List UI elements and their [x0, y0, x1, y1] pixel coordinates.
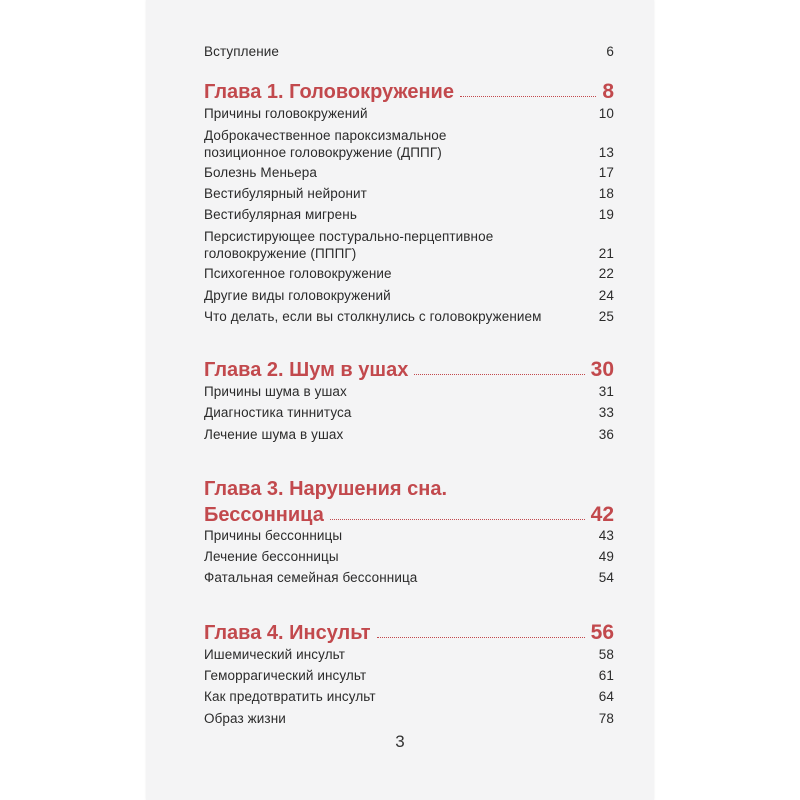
toc-entry-label: Причины бессонницы	[204, 528, 343, 543]
toc-entry-label: Вестибулярная мигрень	[204, 207, 357, 222]
chapter-3-title-line1: Глава 3. Нарушения сна.	[204, 478, 448, 500]
toc-entry	[204, 427, 614, 442]
toc-entry	[204, 186, 614, 201]
toc-entry	[204, 570, 614, 585]
toc-entry	[204, 647, 614, 662]
toc-entry-page: 17	[598, 165, 614, 180]
toc-entry-page: 31	[598, 384, 614, 399]
toc-entry-page: 64	[598, 689, 614, 704]
toc-entry-page: 24	[598, 288, 614, 303]
toc-entry-page: 54	[598, 570, 614, 585]
toc-entry-label: Причины шума в ушах	[204, 384, 347, 399]
toc-entry-label: Геморрагический инсульт	[204, 668, 367, 683]
toc-entry-label: Другие виды головокружений	[204, 288, 391, 303]
toc-entry-page: 6	[606, 44, 614, 59]
toc-entry	[204, 288, 614, 303]
toc-entry-label: Диагностика тиннитуса	[204, 405, 352, 420]
toc-entry-intro	[204, 44, 614, 59]
chapter-3-heading	[204, 503, 614, 527]
toc-entry	[204, 549, 614, 564]
chapter-title: Глава 2. Шум в ушах	[204, 359, 409, 381]
toc-entry	[204, 689, 614, 704]
toc-entry	[204, 266, 614, 281]
toc-entry-label: Болезнь Меньера	[204, 165, 318, 180]
chapter-page: 8	[602, 80, 614, 103]
dot-leader	[460, 96, 596, 97]
toc-entry	[204, 207, 614, 222]
toc-entry-page: 36	[598, 427, 614, 442]
toc-entry-page: 43	[598, 528, 614, 543]
toc-entry	[204, 711, 614, 726]
toc-entry-label: Причины головокружений	[204, 106, 368, 121]
chapter-page: 56	[590, 621, 614, 644]
toc-entry-page: 49	[598, 549, 614, 564]
toc-entry-label: Образ жизни	[204, 711, 286, 726]
chapter-4-heading	[204, 621, 614, 645]
toc-entry	[204, 106, 614, 121]
toc-entry	[204, 528, 614, 543]
toc-entry-page: 58	[598, 647, 614, 662]
toc-entry-page: 61	[598, 668, 614, 683]
toc-entry	[204, 228, 614, 262]
toc-entry-page: 22	[598, 266, 614, 281]
toc-entry-page: 19	[598, 207, 614, 222]
toc-entry-label: Как предотвратить инсульт	[204, 689, 376, 704]
toc-entry-label: Лечение бессонницы	[204, 549, 339, 564]
toc-entry-label: Доброкачественное пароксизмальное позиционное головокружение (ДППГ)	[204, 128, 447, 160]
chapter-page: 30	[590, 358, 614, 381]
toc-entry-label: Ишемический инсульт	[204, 647, 346, 662]
book-page	[146, 0, 654, 800]
toc-entry-page: 13	[598, 145, 614, 160]
toc-entry-label: Фатальная семейная бессонница	[204, 570, 418, 585]
toc-entry-label: Психогенное головокружение	[204, 266, 392, 281]
toc-entry-label: Что делать, если вы столкнулись с головокружением	[204, 309, 542, 324]
toc-entry	[204, 405, 614, 420]
chapter-title: Бессонница	[204, 504, 324, 526]
dot-leader	[414, 374, 584, 375]
toc-entry-page: 10	[598, 106, 614, 121]
toc-entry-label: Вестибулярный нейронит	[204, 186, 367, 201]
chapter-2-heading	[204, 358, 614, 382]
toc-entry-label: Лечение шума в ушах	[204, 427, 344, 442]
dot-leader	[377, 637, 585, 638]
chapter-page: 42	[590, 503, 614, 526]
toc-entry-page: 25	[598, 309, 614, 324]
chapter-1-heading	[204, 80, 614, 104]
toc-entry	[204, 384, 614, 399]
dot-leader	[330, 519, 585, 520]
toc-entry-label: Персистирующее постурально-перцептивное головокружение (ПППГ)	[204, 229, 494, 261]
page-number: 3	[395, 732, 405, 751]
toc-entry-page: 33	[598, 405, 614, 420]
toc-entry	[204, 668, 614, 683]
toc-entry-page: 21	[598, 246, 614, 261]
toc-entry	[204, 127, 614, 161]
toc-entry-page: 78	[598, 711, 614, 726]
toc-entry	[204, 165, 614, 180]
toc-entry	[204, 309, 614, 324]
chapter-title: Глава 1. Головокружение	[204, 81, 454, 103]
toc-entry-label: Вступление	[204, 44, 280, 59]
chapter-title: Глава 4. Инсульт	[204, 622, 371, 644]
toc-entry-page: 18	[598, 186, 614, 201]
